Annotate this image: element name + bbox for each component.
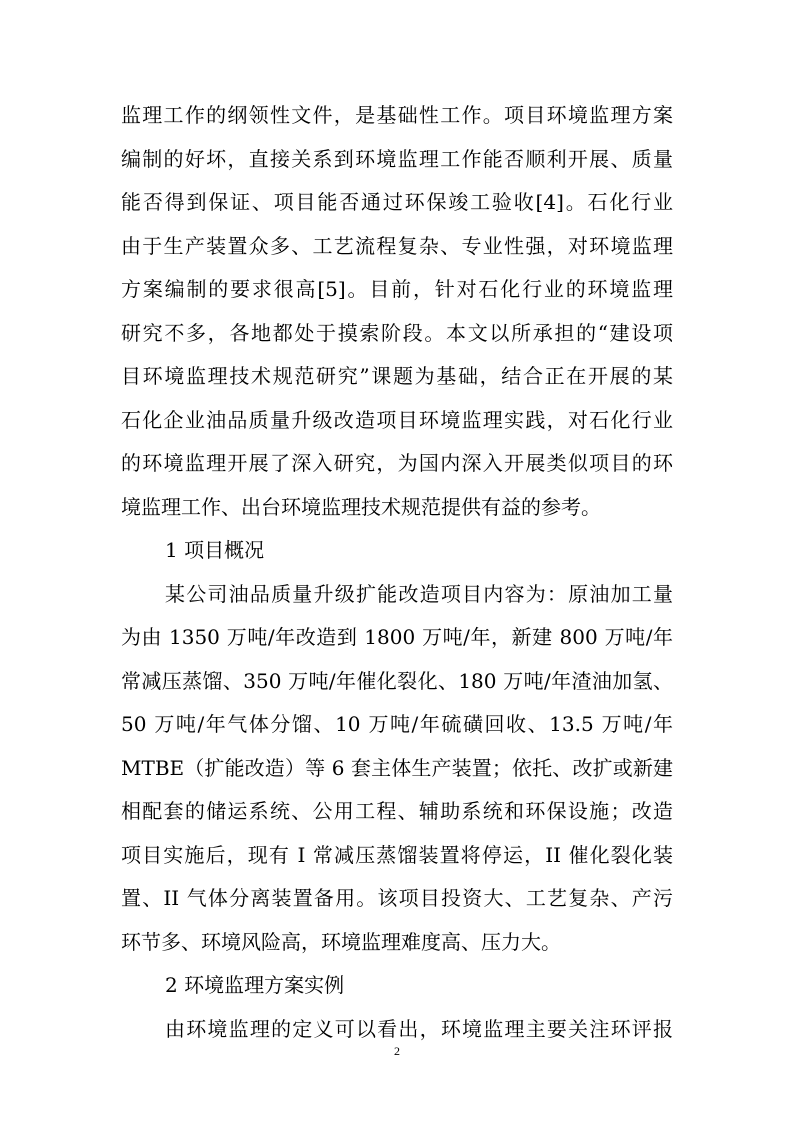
paragraph-1-line-7: 目环境监理技术规范研究”课题为基础，结合正在开展的某 <box>121 364 673 388</box>
paragraph-1-line-4: 由于生产装置众多、工艺流程复杂、专业性强，对环境监理 <box>121 234 673 258</box>
page-number: 2 <box>394 1044 400 1058</box>
paragraph-1-line-9: 的环境监理开展了深入研究，为国内深入开展类似项目的环 <box>121 451 673 475</box>
paragraph-2-line-7: 项目实施后，现有 I 常减压蒸馏装置将停运，II 催化裂化装 <box>121 843 673 867</box>
paragraph-1-line-3: 能否得到保证、项目能否通过环保竣工验收[4]。石化行业 <box>121 190 673 214</box>
paragraph-2-line-4: 50 万吨/年气体分馏、10 万吨/年硫磺回收、13.5 万吨/年 <box>121 712 673 736</box>
paragraph-2-line-9: 环节多、环境风险高，环境监理难度高、压力大。 <box>121 930 561 954</box>
paragraph-3-line-1: 由环境监理的定义可以看出，环境监理主要关注环评报 <box>165 1017 673 1041</box>
paragraph-2-line-6: 相配套的储运系统、公用工程、辅助系统和环保设施；改造 <box>121 799 673 823</box>
paragraph-2-line-8: 置、II 气体分离装置备用。该项目投资大、工艺复杂、产污 <box>121 886 673 910</box>
section-heading-1: 1 项目概况 <box>165 538 265 562</box>
paragraph-2-line-2: 为由 1350 万吨/年改造到 1800 万吨/年，新建 800 万吨/年 <box>121 625 673 649</box>
paragraph-1-line-10: 境监理工作、出台环境监理技术规范提供有益的参考。 <box>121 495 601 519</box>
paragraph-2-line-1: 某公司油品质量升级扩能改造项目内容为：原油加工量 <box>165 582 673 606</box>
paragraph-1-line-8: 石化企业油品质量升级改造项目环境监理实践，对石化行业 <box>121 408 673 432</box>
paragraph-2-line-3: 常减压蒸馏、350 万吨/年催化裂化、180 万吨/年渣油加氢、 <box>121 669 673 693</box>
paragraph-2-line-5: MTBE（扩能改造）等 6 套主体生产装置；依托、改扩或新建 <box>121 756 673 780</box>
paragraph-1-line-1: 监理工作的纲领性文件，是基础性工作。项目环境监理方案 <box>121 103 673 127</box>
paragraph-1-line-6: 研究不多，各地都处于摸索阶段。本文以所承担的“建设项 <box>121 321 673 345</box>
paragraph-1-line-2: 编制的好坏，直接关系到环境监理工作能否顺利开展、质量 <box>121 147 673 171</box>
paragraph-1-line-5: 方案编制的要求很高[5]。目前，针对石化行业的环境监理 <box>121 277 673 301</box>
section-heading-2: 2 环境监理方案实例 <box>165 973 345 997</box>
